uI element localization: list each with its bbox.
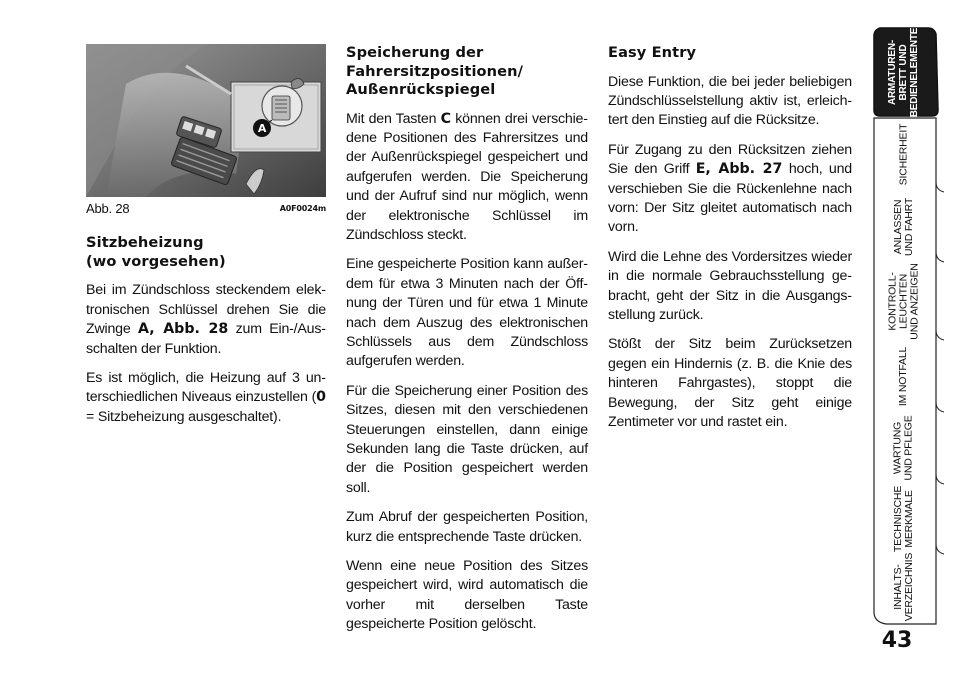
paragraph xyxy=(86,369,326,427)
tab-kontrollleuchten[interactable] xyxy=(872,262,936,340)
paragraph xyxy=(86,281,326,359)
tab-label: IM NOTFALL xyxy=(897,346,910,406)
tab-technische-merkmale[interactable] xyxy=(872,484,936,554)
tab-label: SICHERHEIT xyxy=(897,123,910,185)
paragraph: Für die Speicherung einer Position des Sitzes, diesen mit den verschiedenen Steuerungen einstellen, dann einige Sekunden lang die Taste drücken, auf der die Position gespeichert werden soll. xyxy=(346,382,588,496)
paragraph: Zum Abruf der gespeicherten Position, kurz die entsprechende Taste drücken. xyxy=(346,509,588,545)
heading-sitzbeheizung xyxy=(86,234,326,271)
button-reference: C xyxy=(440,110,451,127)
heading-line: Speicherung der xyxy=(346,44,484,61)
paragraph: Eine gespeicherte Position kann außerdem für etwa 3 Minuten nach der Öffnung der Türen und für etwa 1 Minute nach dem Auszug des elektronischen Schlüssels aus dem Zündschloss aufgerufen werden. xyxy=(346,256,588,370)
column-left xyxy=(86,44,326,437)
text: Für Zugang zu den Rücksitzen ziehen Sie den Griff xyxy=(608,141,852,178)
figure-abb-28 xyxy=(86,44,326,197)
paragraph: Wenn eine neue Position des Sitzes gespeichert wird, wird automatisch die vorher mit derselben Taste gespeicherte Position gelöscht. xyxy=(346,558,588,633)
tab-label: TECHNISCHE MERKMALE xyxy=(892,485,916,553)
tab-label: KONTROLL- LEUCHTEN UND ANZEIGEN xyxy=(886,262,921,340)
figure-reference: A, Abb. 28 xyxy=(137,321,229,338)
text: hoch, und verschieben Sie die Rückenlehne nach vorn: Der Sitz gleitet automatisch nach vorn. xyxy=(608,161,852,236)
figure-code: A0F0024m xyxy=(279,204,326,213)
tab-label: WARTUNG UND PFLEGE xyxy=(892,415,916,481)
paragraph: Diese Funktion, die bei jeder beliebigen Zündschlüsselstellung aktiv ist, erleichtert den Einstieg auf die Rücksitze. xyxy=(608,73,852,129)
tab-im-notfall[interactable] xyxy=(872,340,936,412)
column-right xyxy=(608,44,852,442)
column-middle xyxy=(346,44,588,645)
heading-speicherung xyxy=(346,44,588,100)
tab-inhaltsverzeichnis[interactable] xyxy=(872,554,936,620)
text: Bei im Zündschloss steckendem elektronischen Schlüssel drehen Sie die Zwinge xyxy=(86,282,326,338)
figure-label: Abb. 28 xyxy=(86,201,130,216)
figure-reference: E, Abb. 27 xyxy=(695,161,783,178)
chapter-sidebar xyxy=(872,0,960,692)
text: Es ist möglich, die Heizung auf 3 unterschiedlichen Niveaus einzustellen ( xyxy=(86,370,326,406)
tab-sicherheit[interactable] xyxy=(872,118,936,190)
tab-label: INHALTS- VERZEICHNIS xyxy=(892,552,915,622)
heading-line: Fahrersitzpositionen/ xyxy=(346,62,524,80)
tab-wartung[interactable] xyxy=(872,412,936,484)
paragraph xyxy=(608,141,852,238)
text: Mit den Tasten xyxy=(346,110,441,127)
text: = Sitzbeheizung ausgeschaltet). xyxy=(86,408,282,425)
heading-line: Außenrückspiegel xyxy=(346,81,496,98)
paragraph: Stößt der Sitz beim Zurücksetzen gegen ein Hindernis (z. B. die Knie des hinteren Fahrgastes), stoppt die Bewegung, der Sitz geht einige Zentimeter vor und rastet ein. xyxy=(608,336,852,430)
figure-callout-a: A xyxy=(257,122,267,135)
value-reference: 0 xyxy=(316,389,326,406)
heading-easy-entry: Easy Entry xyxy=(608,44,697,61)
tab-armaturenbrett[interactable] xyxy=(872,28,936,116)
tab-label: ANLASSEN UND FAHRT xyxy=(892,197,915,257)
heading-line: Sitzbeheizung xyxy=(86,234,204,252)
paragraph: Wird die Lehne des Vordersitzes wieder in die normale Gebrauchsstellung gebracht, geht der Sitz in die Ausgangsstellung zurück. xyxy=(608,248,852,323)
door-panel-switches-image xyxy=(86,44,326,197)
text: zum Ein-/Ausschalten der Funktion. xyxy=(86,321,327,357)
heading-line: (wo vorgesehen) xyxy=(86,252,226,270)
tab-label: ARMATUREN- BRETT UND BEDIENELEMENTE xyxy=(887,27,921,117)
paragraph xyxy=(346,110,588,246)
figure-caption xyxy=(86,199,326,218)
text: können drei verschiedene Positionen des Fahrersitzes und der Außenrückspiegel gespeichert und aufgerufen werden. Die Speicherung und der Aufruf sind nur möglich, wenn der elektronische Schlüssel im Zündschloss steckt. xyxy=(346,110,588,243)
page-number: 43 xyxy=(881,628,913,653)
tab-anlassen[interactable] xyxy=(872,192,936,262)
